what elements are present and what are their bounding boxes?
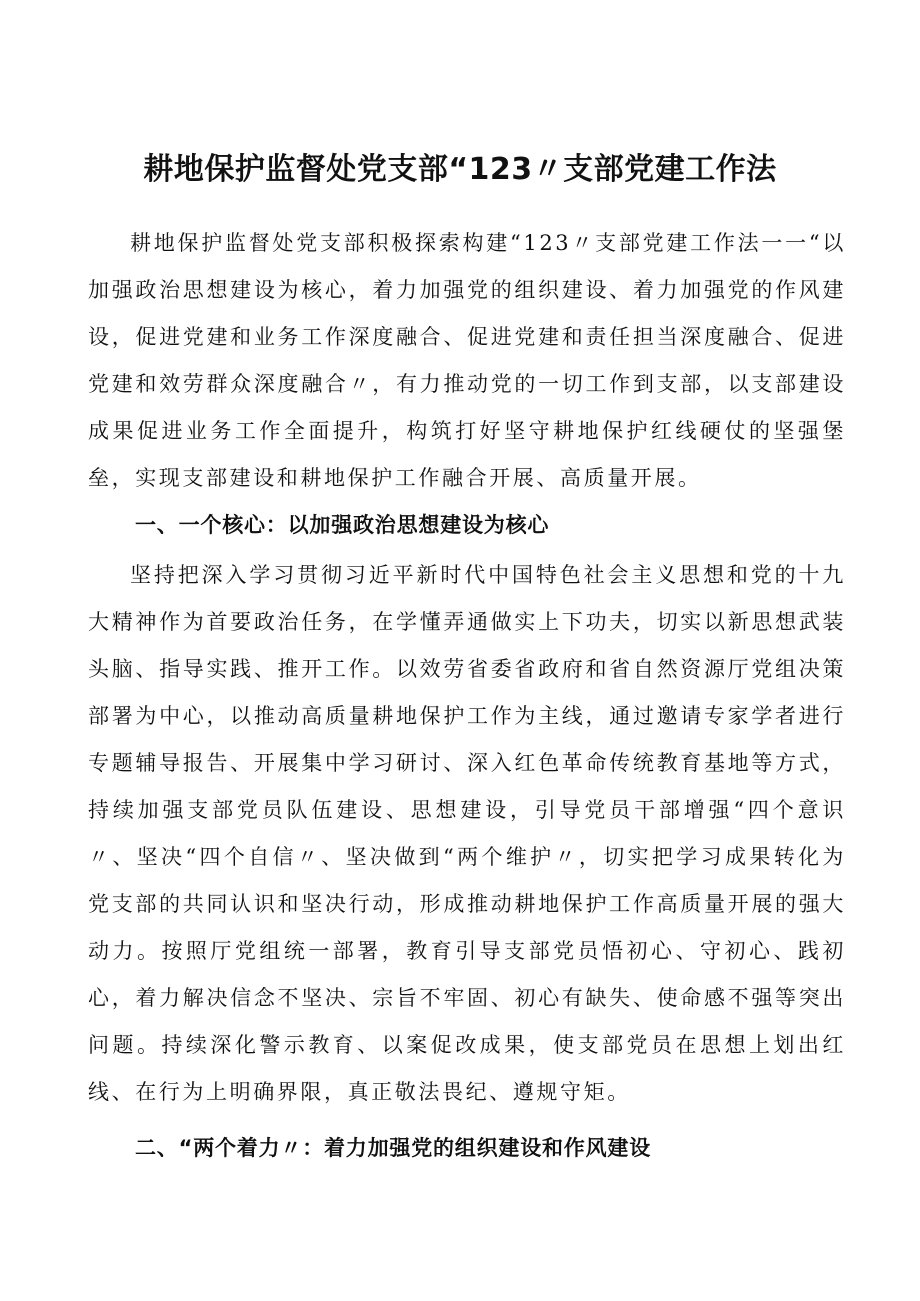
section-2-heading: 二、“两个着力〃：着力加强党的组织建设和作风建设 xyxy=(135,1136,651,1160)
intro-paragraph: 耕地保护监督处党支部积极探索构建“123〃支部党建工作法一一“以加强政治思想建设为核心，着力加强党的组织建设、着力加强党的作风建设，促进党建和业务工作深度融合、促进党建和责任担当深度融合、促进党建和效劳群众深度融合〃，有力推动党的一切工作到支部，以支部建设成果促进业务工作全面提升，构筑打好坚守耕地保护红线硬仗的坚强堡垒，实现支部建设和耕地保护工作融合开展、高质量开展。 xyxy=(88,231,846,490)
document-title: 耕地保护监督处党支部“123〃支部党建工作法 xyxy=(143,152,777,187)
section-1-paragraph: 坚持把深入学习贯彻习近平新时代中国特色社会主义思想和党的十九大精神作为首要政治任务，在学懂弄通做实上下功夫，切实以新思想武装头脑、指导实践、推开工作。以效劳省委省政府和省自然资源厅党组决策部署为中心，以推动高质量耕地保护工作为主线，通过邀请专家学者进行专题辅导报告、开展集中学习研讨、深入红色革命传统教育基地等方式，持续加强支部党员队伍建设、思想建设，引导党员干部增强“四个意识〃、坚决“四个自信〃、坚决做到“两个维护〃，切实把学习成果转化为党支部的共同认识和坚决行动，形成推动耕地保护工作高质量开展的强大动力。按照厅党组统一部署，教育引导支部党员悟初心、守初心、践初心，着力解决信念不坚决、宗旨不牢固、初心有缺失、使命感不强等突出问题。持续深化警示教育、以案促改成果，使支部党员在思想上划出红线、在行为上明确界限，真正敬法畏纪、遵规守矩。 xyxy=(88,563,846,1104)
section-1-heading: 一、一个核心：以加强政治思想建设为核心 xyxy=(135,513,550,537)
